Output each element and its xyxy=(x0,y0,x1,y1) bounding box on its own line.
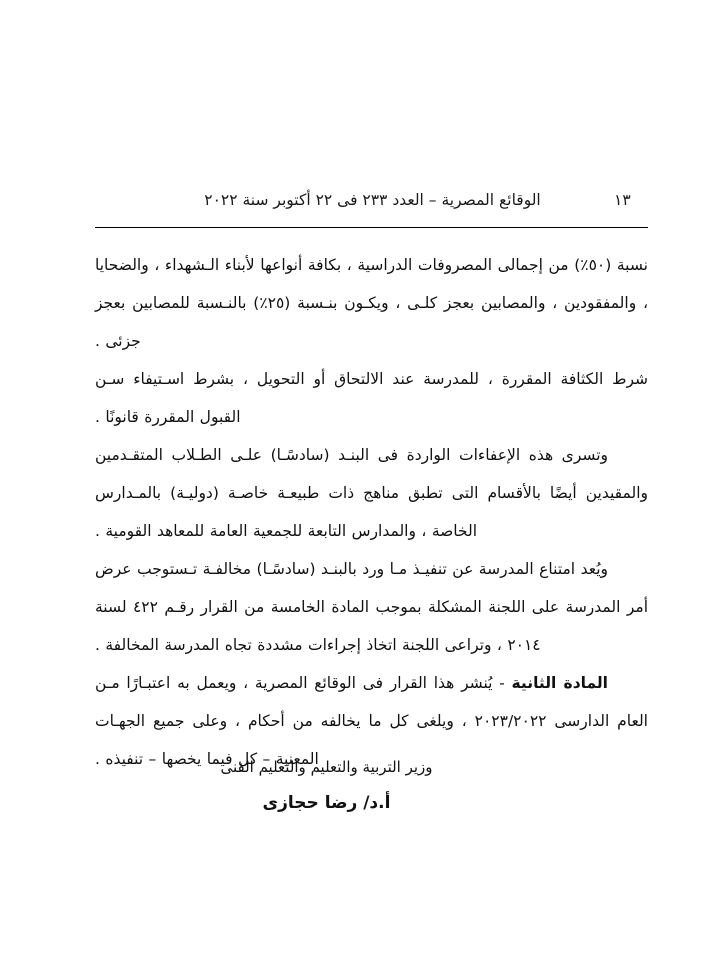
article-two-heading: المادة الثانية xyxy=(511,674,608,692)
running-header xyxy=(95,186,648,214)
signatory-name: أ.د/ رضا حجازى xyxy=(262,793,391,813)
header-divider-rule xyxy=(95,227,648,228)
paragraph-density-condition: شرط الكثافة المقررة ، للمدرسة عند الالتحاق أو التحويل ، بشرط اسـتيفاء سـن القبول المقررة قانونًا . xyxy=(95,370,648,426)
paragraph-fees-exemption: نسبة (٥٠٪) من إجمالى المصروفات الدراسية ، بكافة أنواعها لأبناء الـشهداء ، والضحايا ، والمفقودين ، والمصابين بعجز كلـى ، ويكـون بنـسبة (٢٥٪) بالنـسبة للمصابين بعجز جزئى . xyxy=(95,256,648,350)
page-number: ١٣ xyxy=(614,191,631,209)
article-two-text: - يُنشر هذا القرار فى الوقائع المصرية ، ويعمل به اعتبـارًا مـن العام الدارسى ٢٠٢٣/٢٠٢٢ ، ويلغى كل ما يخالفه من أحكام ، وعلى جميع الجهـات المعنية – كل فيما يخصها – تنفيذه . xyxy=(95,674,648,768)
gazette-header-title: الوقائع المصرية – العدد ٢٣٣ فى ٢٢ أكتوبر سنة ٢٠٢٢ xyxy=(204,191,541,209)
signatory-title: وزير التربية والتعليم والتعليم الفنى xyxy=(220,758,433,776)
signature-block xyxy=(95,752,648,820)
paragraph-violation-committee: ويُعد امتناع المدرسة عن تنفيـذ مـا ورد بالبنـد (سادسًـا) مخالفـة تـستوجب عرض أمر المدرسة على اللجنة المشكلة بموجب المادة الخامسة من القرار رقـم ٤٢٢ لسنة ٢٠١٤ ، وتراعى اللجنة اتخاذ إجراءات مشددة تجاه المدرسة المخالفة . xyxy=(95,560,649,654)
paragraph-international-schools: وتسرى هذه الإعفاءات الواردة فى البنـد (سادسًـا) علـى الطـلاب المتقـدمين والمقيدين أيضًا بالأقسام التى تطبق مناهج ذات طبيعـة خاصـة (دوليـة) بالمـدارس الخاصة ، والمدارس التابعة للجمعية العامة للمعاهد القومية . xyxy=(95,446,648,540)
document-body xyxy=(95,246,648,778)
